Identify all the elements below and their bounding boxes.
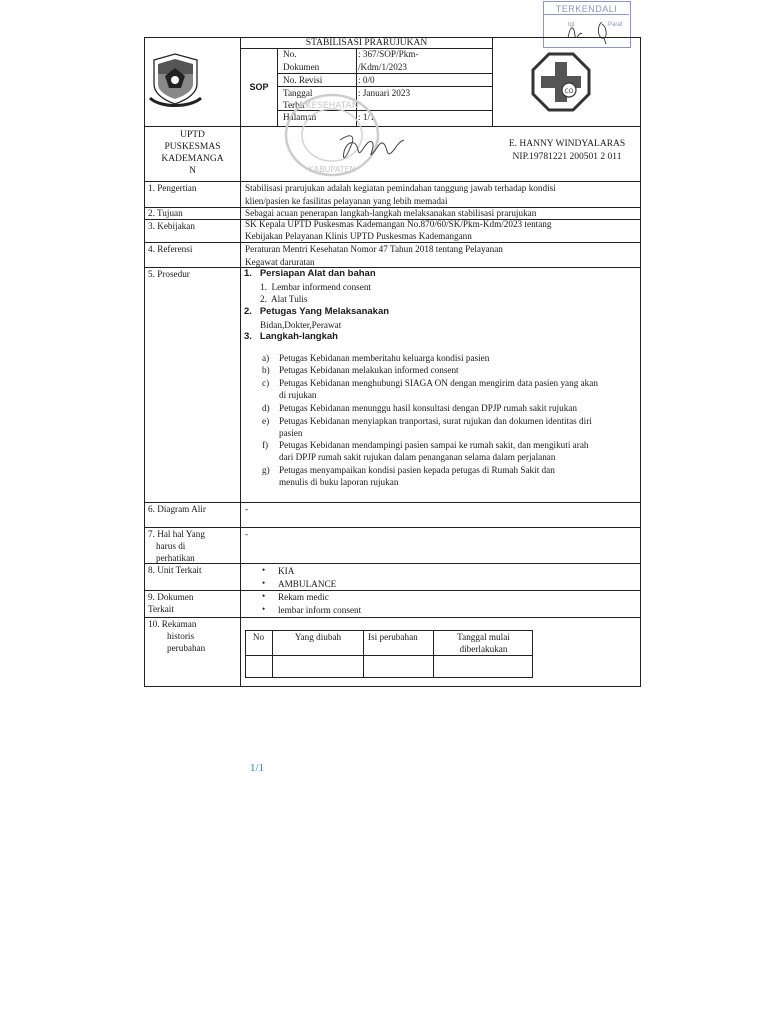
row-line-7 bbox=[144, 563, 641, 564]
unit-item-ambulance: AMBULANCE bbox=[278, 579, 337, 589]
svg-text:KABUPATEN: KABUPATEN bbox=[308, 165, 356, 174]
meta-label-document-no: No. Dokumen bbox=[283, 49, 320, 72]
meta-label-page: Halaman bbox=[283, 112, 317, 122]
step-marker-c: c) bbox=[262, 378, 270, 388]
value-pengertian: Stabilisasi prarujukan adalah kegiatan pemindahan tanggung jawab terhadap kondisi klien/pasien ke fasilitas pelayanan yang lebih memadai bbox=[245, 183, 556, 206]
unit-item-kia: KIA bbox=[278, 566, 295, 576]
step-text-d: Petugas Kebidanan menunggu hasil konsultasi dengan DPJP rumah sakit rujukan bbox=[279, 403, 577, 413]
head-nip: NIP.19781221 200501 2 011 bbox=[512, 151, 622, 162]
step-marker-g: g) bbox=[262, 465, 270, 475]
step-marker-f: f) bbox=[262, 440, 269, 450]
procedure-item-1-2: 2. Alat Tulis bbox=[260, 294, 308, 304]
label-referensi: 4. Referensi bbox=[148, 244, 193, 254]
stamp-title: TERKENDALI bbox=[544, 4, 629, 15]
head-signature bbox=[332, 128, 412, 170]
step-text-g: Petugas menyampaikan kondisi pasien kepada petugas di Rumah Sakit dan menulis di buku laporan rujukan bbox=[279, 465, 555, 488]
step-text-e: Petugas Kebidanan menyiapkan tranportasi, surat rujukan dan dokumen identitas diri pasien bbox=[279, 416, 592, 439]
history-table-row-line bbox=[245, 655, 533, 656]
history-header-content: Isi perubahan bbox=[368, 632, 418, 642]
step-marker-b: b) bbox=[262, 365, 270, 375]
puskesmas-logo bbox=[531, 52, 591, 112]
procedure-executors: Bidan,Dokter,Perawat bbox=[260, 320, 342, 330]
label-hal-perhatikan: 7. Hal hal Yang harus di perhatikan bbox=[148, 529, 205, 563]
label-prosedur: 5. Prosedur bbox=[148, 269, 190, 279]
value-referensi: Peraturan Mentri Kesehatan Nomor 47 Tahun 2018 tentang Pelayanan Kegawat daruratan bbox=[245, 244, 503, 267]
document-item-inform-consent: lembar inform consent bbox=[278, 605, 362, 615]
procedure-item-1-1: 1. Lembar informend consent bbox=[260, 282, 371, 292]
procedure-heading-1: 1. Persiapan Alat dan bahan bbox=[244, 268, 376, 279]
label-unit-terkait: 8. Unit Terkait bbox=[148, 565, 202, 575]
meta-value-page: : 1/1 bbox=[358, 112, 375, 122]
label-dokumen-terkait: 9. Dokumen Terkait bbox=[148, 592, 194, 614]
label-pengertian: 1. Pengertian bbox=[148, 183, 197, 193]
head-of-unit-block bbox=[493, 138, 641, 163]
procedure-heading-3: 3. Langkah-langkah bbox=[244, 331, 338, 342]
meta-value-document-no: : 367/SOP/Pkm- /Kdm/1/2023 bbox=[358, 49, 419, 72]
organisation-name: UPTD PUSKESMAS KADEMANGA N bbox=[161, 130, 224, 176]
step-marker-e: e) bbox=[262, 416, 270, 426]
row-line-5 bbox=[144, 502, 641, 503]
value-tujuan: Sebagai acuan penerapan langkah-langkah melaksanakan stabilisasi prarujukan bbox=[245, 208, 537, 218]
history-header-effective-date: Tanggal mulai diberlakukan bbox=[457, 632, 510, 654]
value-hal-perhatikan: - bbox=[245, 529, 249, 539]
header-bottom-line bbox=[144, 126, 641, 127]
label-diagram-alir: 6. Diagram Alir bbox=[148, 504, 206, 514]
history-header-no: No bbox=[252, 632, 265, 642]
bullet-icon: • bbox=[262, 578, 266, 588]
step-text-c: Petugas Kebidanan menghubungi SIAGA ON dengan mengirim data pasien yang akan di rujukan bbox=[279, 378, 598, 401]
bullet-icon: • bbox=[262, 604, 266, 614]
svg-text:CO: CO bbox=[564, 88, 574, 95]
sop-label: SOP bbox=[249, 82, 269, 92]
procedure-heading-2: 2. Petugas Yang Melaksanakan bbox=[244, 306, 390, 317]
document-title: STABILISASI PRARUJUKAN bbox=[305, 38, 428, 48]
document-item-rekam-medic: Rekam medic bbox=[278, 592, 329, 602]
svg-text:KESEHATAN: KESEHATAN bbox=[305, 101, 359, 111]
row-line-6 bbox=[144, 527, 641, 528]
value-diagram-alir: - bbox=[245, 504, 249, 514]
meta-label-issue-date: Tanggal Terbit bbox=[283, 88, 313, 110]
sop-label-divider bbox=[277, 48, 278, 126]
label-tujuan: 2. Tujuan bbox=[148, 208, 183, 218]
meta-label-revision: No. Revisi bbox=[283, 75, 323, 85]
step-marker-d: d) bbox=[262, 403, 270, 413]
stamp-paraf-label: Paraf bbox=[608, 22, 623, 28]
meta-value-issue-date: : Januari 2023 bbox=[358, 88, 411, 98]
row-line-8 bbox=[144, 590, 641, 591]
bullet-icon: • bbox=[262, 565, 266, 575]
bullet-icon: • bbox=[262, 591, 266, 601]
step-text-b: Petugas Kebidanan melakukan informed consent bbox=[279, 365, 459, 375]
stamp-date-label: tgl bbox=[568, 22, 575, 28]
step-text-a: Petugas Kebidanan memberitahu keluarga kondisi pasien bbox=[279, 353, 490, 363]
value-kebijakan: SK Kepala UPTD Puskesmas Kademangan No.870/60/SK/Pkm-Kdm/2023 tentang Kebijakan Pelayanan Klinis UPTD Puskesmas Kademangann bbox=[245, 219, 552, 241]
step-text-f: Petugas Kebidanan mendampingi pasien sampai ke rumah sakit, dan mengikuti arah dari DPJP rumah sakit rujukan dalam penanganan selama dalam perjalanan bbox=[279, 440, 589, 463]
step-marker-a: a) bbox=[262, 353, 270, 363]
label-rekaman-historis: 10. Rekaman historis perubahan bbox=[148, 619, 206, 653]
page-indicator: 1/1 bbox=[250, 762, 265, 774]
head-name: E. HANNY WINDYALARAS bbox=[508, 139, 626, 149]
row-line-9 bbox=[144, 617, 641, 618]
history-header-changed: Yang diubah bbox=[294, 632, 342, 642]
regional-emblem-logo bbox=[148, 50, 203, 110]
label-kebijakan: 3. Kebijakan bbox=[148, 221, 195, 231]
column-divider-right bbox=[492, 37, 493, 126]
meta-value-revision: : 0/0 bbox=[358, 75, 375, 85]
